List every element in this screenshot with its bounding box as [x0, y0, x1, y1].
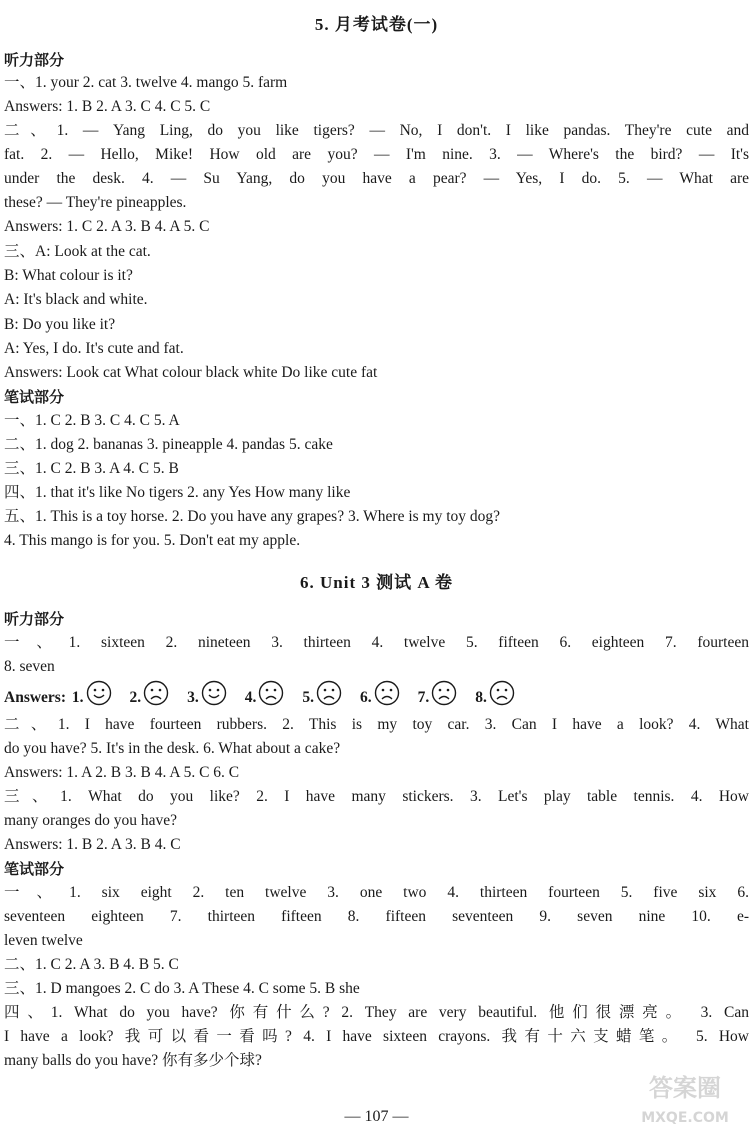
face-answer-number: 8.: [475, 689, 487, 707]
face-answer-list: [70, 689, 523, 706]
s5-line-3: 二、1. — Yang Ling, do you like tigers? — No, I don't. I like pandas. They're cute and: [4, 122, 749, 139]
smiley-face-icon: [86, 680, 112, 710]
s6-written-8: many balls do you have? 你有多少个球?: [4, 1052, 262, 1069]
sad-face-icon: [374, 680, 400, 710]
face-answer-number: 7.: [417, 689, 430, 707]
s6-face-answers-label: Answers:: [4, 689, 66, 707]
watermark-site: MXQE.COM: [641, 1110, 729, 1126]
page-number: — 107 —: [344, 1108, 409, 1125]
sad-face-icon: [143, 680, 169, 710]
face-answer-number: 5.: [302, 689, 314, 707]
s5-dialog-1: 三、A: Look at the cat.: [4, 243, 151, 260]
s6-written-3: leven twelve: [4, 932, 83, 949]
s5-line-4: fat. 2. — Hello, Mike! How old are you? — I'm nine. 3. — Where's the bird? — It's: [4, 146, 749, 163]
section5-listening-heading: 听力部分: [4, 51, 65, 69]
watermark-text: 答案圈: [649, 1074, 721, 1102]
s6-line-5: do you have? 5. It's in the desk. 6. What about a cake?: [4, 740, 341, 757]
s5-written-5: 五、1. This is a toy horse. 2. Do you have any grapes? 3. Where is my toy dog?: [4, 508, 501, 525]
face-answer-number: 2.: [129, 689, 142, 707]
s5-answers-1: Answers: 1. B 2. A 3. C 4. C 5. C: [4, 98, 211, 115]
s6-answers-3: Answers: 1. B 2. A 3. B 4. C: [4, 836, 181, 853]
s5-line-1: 一、1. your 2. cat 3. twelve 4. mango 5. farm: [4, 74, 288, 91]
s6-written-5: 三、1. D mangoes 2. C do 3. A These 4. C some 5. B she: [4, 980, 360, 997]
section5-title: 5. 月考试卷(一): [314, 15, 439, 34]
s6-line-4: 二、1. I have fourteen rubbers. 2. This is my toy car. 3. Can I have a look? 4. What: [4, 716, 749, 733]
face-answer-number: 6.: [360, 689, 372, 707]
s6-written-2: seventeen eighteen 7. thirteen fifteen 8. fifteen seventeen 9. seven nine 10. e-: [4, 908, 749, 925]
section6-listening-heading: 听力部分: [4, 610, 65, 628]
s6-line-1: 一、1. sixteen 2. nineteen 3. thirteen 4. twelve 5. fifteen 6. eighteen 7. fourteen: [4, 634, 749, 651]
s5-dialog-5: A: Yes, I do. It's cute and fat.: [4, 340, 184, 357]
s6-answers-2: Answers: 1. A 2. B 3. B 4. A 5. C 6. C: [4, 764, 240, 781]
s6-written-1: 一、1. six eight 2. ten twelve 3. one two 4. thirteen fourteen 5. five six 6.: [4, 884, 749, 901]
sad-face-icon: [489, 680, 515, 710]
sad-face-icon: [431, 680, 457, 710]
s5-written-1: 一、1. C 2. B 3. C 4. C 5. A: [4, 412, 180, 429]
section6-title: 6. Unit 3 测试 A 卷: [300, 573, 453, 592]
s5-written-6: 4. This mango is for you. 5. Don't eat my apple.: [4, 532, 301, 549]
s5-answers-2: Answers: 1. C 2. A 3. B 4. A 5. C: [4, 218, 210, 235]
s5-line-5: under the desk. 4. — Su Yang, do you have a pear? — Yes, I do. 5. — What are: [4, 170, 749, 187]
section5-written-heading: 笔试部分: [4, 388, 65, 406]
s5-answers-3: Answers: Look cat What colour black white Do like cute fat: [4, 364, 378, 381]
s5-written-3: 三、1. C 2. B 3. A 4. C 5. B: [4, 460, 179, 477]
sad-face-icon: [316, 680, 342, 710]
s6-line-7: 三、1. What do you like? 2. I have many stickers. 3. Let's play table tennis. 4. How: [4, 788, 749, 805]
face-answer-number: 4.: [244, 689, 257, 707]
watermark-logo: [625, 1066, 745, 1130]
s5-dialog-2: B: What colour is it?: [4, 267, 133, 284]
s5-line-6: these? — They're pineapples.: [4, 194, 187, 211]
section6-written-heading: 笔试部分: [4, 860, 65, 878]
s5-dialog-4: B: Do you like it?: [4, 316, 116, 333]
face-answer-number: 1.: [71, 689, 84, 707]
s6-line-2: 8. seven: [4, 658, 55, 675]
s6-line-8: many oranges do you have?: [4, 812, 178, 829]
s6-face-answers: [4, 680, 749, 710]
s6-written-6: 四、1. What do you have? 你有什么? 2. They are very beautiful. 他们很漂亮。 3. Can: [4, 1004, 749, 1021]
s6-written-7: I have a look? 我可以看一看吗? 4. I have sixteen crayons. 我有十六支蜡笔。 5. How: [4, 1028, 749, 1045]
s5-dialog-3: A: It's black and white.: [4, 291, 148, 308]
s5-written-2: 二、1. dog 2. bananas 3. pineapple 4. pandas 5. cake: [4, 436, 333, 453]
s5-written-4: 四、1. that it's like No tigers 2. any Yes How many like: [4, 484, 351, 501]
smiley-face-icon: [201, 680, 227, 710]
face-answer-number: 3.: [187, 689, 199, 707]
sad-face-icon: [258, 680, 284, 710]
s6-written-4: 二、1. C 2. A 3. B 4. B 5. C: [4, 956, 179, 973]
